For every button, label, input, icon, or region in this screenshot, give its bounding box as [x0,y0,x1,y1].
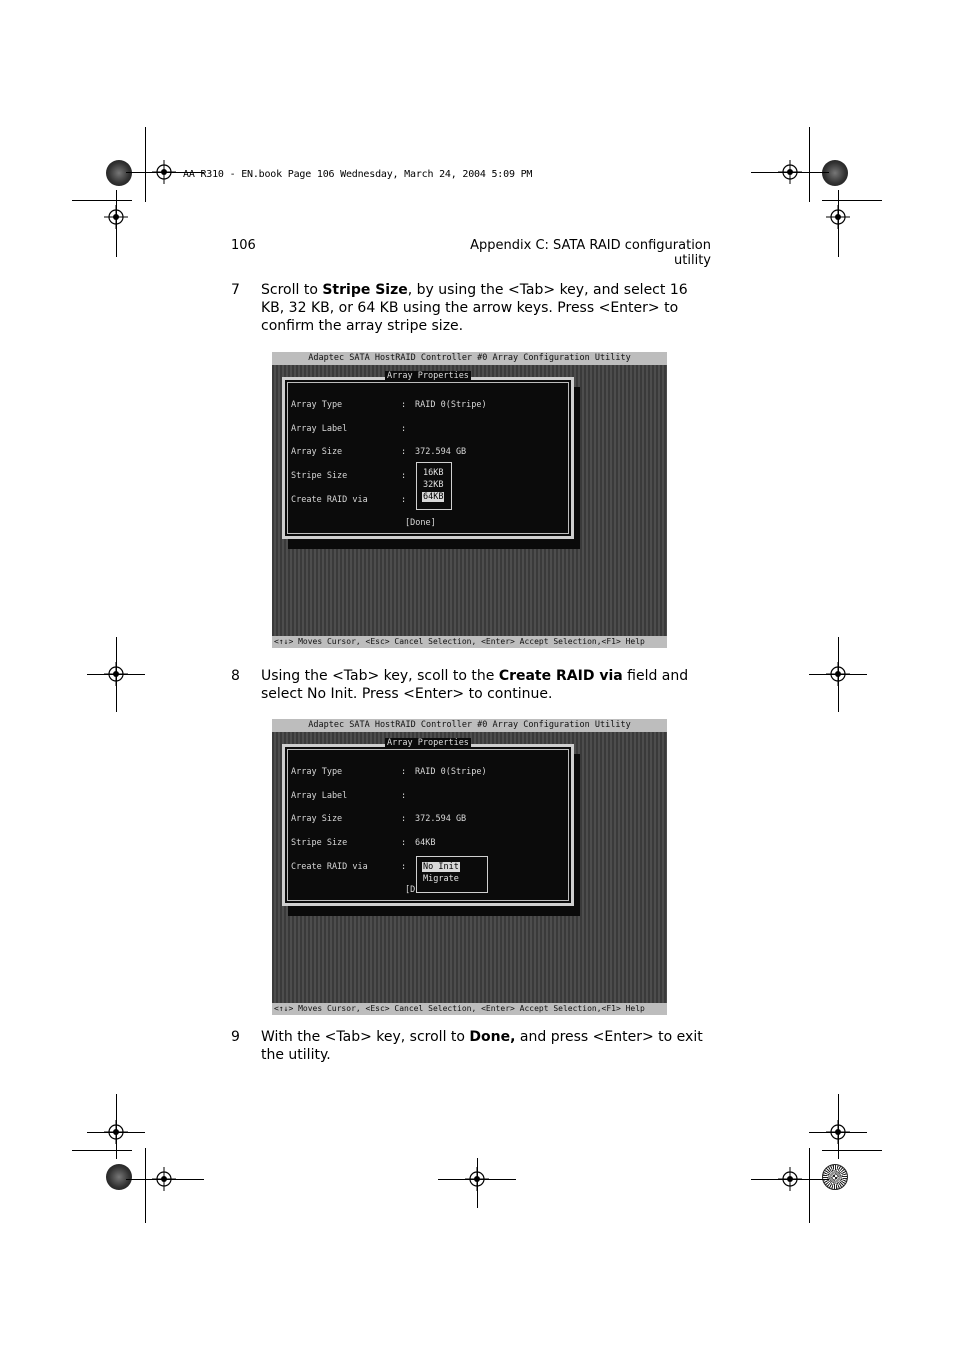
bios-screenshot-stripe-size [272,352,667,648]
crosshair-icon [826,205,850,229]
field-label: Create RAID via [291,495,368,505]
crop-line [822,1150,882,1151]
bios-status-bar [272,636,667,648]
field-label: Array Type [291,400,343,410]
crop-line [145,1148,146,1223]
text-run: With the <Tab> key, scroll to [261,1029,470,1045]
popup-option[interactable]: 32KB [423,480,444,490]
bios-title-text: Adaptec SATA HostRAID Controller #0 Array Configuration Utility [308,720,631,730]
array-size-value: 372.594 GB [415,814,467,824]
stripe-size-value: 64KB [415,838,436,848]
dialog-title [285,738,571,748]
field-separator: : [401,791,407,801]
text-run: Using the <Tab> key, scoll to the [261,668,499,684]
field-label: Stripe Size [291,471,348,481]
popup-option-selected[interactable]: 64KB [423,492,444,502]
crosshair-icon [778,160,802,184]
field-separator: : [401,862,407,872]
text-run: , by using the <Tab> key, and select 16 KB, 32 KB, or 64 KB using the arrow keys. Press <Enter> to confirm the array stripe size. [261,282,688,334]
step-7 [231,281,711,335]
field-label: Array Type [291,767,343,777]
registration-disc-icon [822,1164,848,1190]
crop-line [145,127,146,202]
page-number: 106 [231,238,256,253]
bios-status-bar [272,1003,667,1015]
field-separator: : [401,471,407,481]
step-text [261,667,711,703]
field-separator: : [401,400,407,410]
popup-option-selected[interactable]: No Init [423,862,459,872]
crosshair-icon [104,205,128,229]
step-number: 9 [231,1029,240,1045]
array-type-value: RAID 0(Stripe) [415,400,487,410]
field-label: Create RAID via [291,862,368,872]
field-separator: : [401,767,407,777]
array-size-value: 372.594 GB [415,447,467,457]
bold-term: Create RAID via [498,668,623,684]
bold-term: Stripe Size [322,282,408,298]
crosshair-icon [104,1120,128,1144]
registration-disc-icon [106,1164,132,1190]
crop-line [822,200,882,201]
crosshair-icon [465,1167,489,1191]
bios-title-text: Adaptec SATA HostRAID Controller #0 Array Configuration Utility [308,353,631,363]
done-button[interactable]: [D [405,885,416,895]
field-separator: : [401,424,407,434]
done-button[interactable]: [Done] [405,518,436,528]
field-label: Array Label [291,424,348,434]
field-label: Stripe Size [291,838,348,848]
step-number: 7 [231,282,240,298]
field-label: Array Size [291,447,343,457]
popup-option[interactable]: 16KB [423,468,444,478]
step-9 [231,1028,711,1064]
bios-title-bar [272,719,667,732]
text-run: and press <Enter> to exit the utility. [261,1029,703,1063]
status-bar-text: <↑↓> Moves Cursor, <Esc> Cancel Selection, <Enter> Accept Selection,<F1> Help [274,637,645,646]
field-separator: : [401,495,407,505]
field-separator: : [401,447,407,457]
dialog-title-text: Array Properties [387,738,469,748]
step-text [261,281,711,335]
dialog-title-text: Array Properties [387,371,469,381]
step-number: 8 [231,668,240,684]
crop-line [72,1150,132,1151]
popup-option[interactable]: Migrate [423,874,459,884]
bios-screenshot-create-raid-via [272,719,667,1015]
crosshair-icon [778,1167,802,1191]
field-label: Array Size [291,814,343,824]
create-raid-via-popup[interactable] [416,856,488,893]
crosshair-icon [152,160,176,184]
crop-line [809,1148,810,1223]
step-8 [231,667,711,703]
array-properties-dialog [282,371,574,539]
crosshair-icon [826,662,850,686]
crosshair-icon [152,1167,176,1191]
text-run: field and select No Init. Press <Enter> to continue. [261,668,689,702]
crop-line [72,200,132,201]
bold-term: Done, [469,1029,516,1045]
crop-line [809,127,810,202]
crosshair-icon [826,1120,850,1144]
field-label: Array Label [291,791,348,801]
registration-disc-icon [106,160,132,186]
crosshair-icon [104,662,128,686]
stripe-size-popup[interactable] [416,462,452,510]
field-separator: : [401,838,407,848]
book-slug-line: AA R310 - EN.book Page 106 Wednesday, March 24, 2004 5:09 PM [183,169,533,180]
status-bar-text: <↑↓> Moves Cursor, <Esc> Cancel Selection, <Enter> Accept Selection,<F1> Help [274,1004,645,1013]
text-run: Scroll to [261,282,323,298]
running-header-title: Appendix C: SATA RAID configuration utility [470,238,711,268]
registration-disc-icon [822,160,848,186]
step-text [261,1028,711,1064]
array-properties-dialog [282,738,574,906]
dialog-title [285,371,571,381]
array-type-value: RAID 0(Stripe) [415,767,487,777]
field-separator: : [401,814,407,824]
bios-title-bar [272,352,667,365]
